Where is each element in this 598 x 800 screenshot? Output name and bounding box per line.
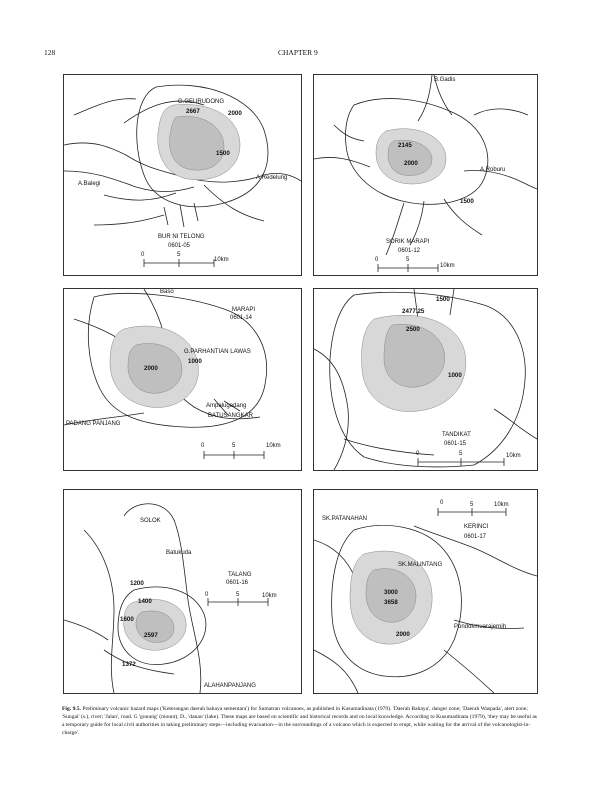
elevation-label: 3000: [384, 589, 398, 596]
scale-zero: 0: [141, 252, 145, 258]
elevation-label: 2145: [398, 142, 412, 149]
scale-zero: 0: [201, 443, 205, 449]
hazard-map-drawing: [64, 490, 301, 693]
scale-end: 10km: [494, 502, 509, 508]
elevation-label: 3658: [384, 599, 398, 606]
volcano-code: 0601-17: [464, 534, 487, 540]
town-label: Baso: [160, 289, 174, 295]
map-panel-bur-ni-telong: [63, 74, 302, 276]
caption-text: Preliminary volcanic hazard maps ('Keterangan daerah bahaya sementara') for Sumatran volcanoes, as published in Kusumadinata (1979). 'Daerah Bahaya', danger zone; 'Daerah Waspada', alert zone; 'Sungai' (s.), river; 'Jalan', road. G 'gunung' (mount), D., 'danau' (lake). These maps are based on scientific and historical records and on local knowledge. According to Kusumadinata (1979), 'they may be useful as a temporary guide for local civil authorities in taking preliminary steps—including evacuation—in the surroundings of a volcano which is expected to erupt, while waiting for the arrival of the volcanologist-in-charge'.: [62, 706, 537, 736]
town-label: Ampalugadang: [206, 403, 247, 409]
peak-label: G.GEURUDONG: [178, 99, 225, 105]
volcano-name: MARAPI: [232, 307, 256, 313]
elevation-label: 1200: [130, 580, 144, 587]
volcano-code: 0601-12: [398, 248, 421, 254]
elevation-label: 1000: [448, 372, 462, 379]
figure-number: Fig. 9.5.: [62, 706, 81, 712]
elevation-label: 1500: [436, 296, 450, 303]
volcano-name: SORIK MARAPI: [386, 239, 430, 245]
elevation-label: 2000: [228, 110, 242, 117]
town-label: SK.MALINTANG: [398, 562, 443, 568]
hazard-map-drawing: [314, 75, 537, 275]
map-panel-talang: [63, 489, 302, 694]
map-panel-sorik-marapi: [313, 74, 538, 276]
town-label: BATUSANGKAR: [208, 413, 253, 419]
volcano-code: 0601-15: [444, 441, 467, 447]
running-head: CHAPTER 9: [278, 48, 318, 57]
scale-mid: 5: [459, 451, 463, 457]
map-panel-marapi: [63, 288, 302, 471]
scale-zero: 0: [440, 500, 444, 506]
volcano-name: TALANG: [228, 572, 252, 578]
scale-mid: 5: [406, 257, 410, 263]
elevation-label: 1400: [138, 598, 152, 605]
volcano-name: TANDIKAT: [442, 432, 471, 438]
elevation-label: 1500: [216, 150, 230, 157]
town-label: Pondokmuarajernih: [454, 624, 507, 630]
river-label: A.Redelung: [256, 175, 288, 181]
scale-end: 10km: [262, 593, 277, 599]
elevation-label: 2597: [144, 632, 158, 639]
volcano-code: 0601-14: [230, 315, 253, 321]
scale-zero: 0: [205, 592, 209, 598]
volcano-name: BUR NI TELONG: [158, 234, 205, 240]
scale-zero: 0: [416, 451, 420, 457]
scale-mid: 5: [470, 502, 474, 508]
scale-end: 10km: [440, 263, 455, 269]
elevation-label: 1372: [122, 661, 136, 668]
scale-mid: 5: [236, 592, 240, 598]
scale-zero: 0: [375, 257, 379, 263]
volcano-code: 0601-16: [226, 580, 249, 586]
map-panel-tandikat: [313, 288, 538, 471]
scale-end: 10km: [506, 453, 521, 459]
scale-end: 10km: [266, 443, 281, 449]
map-panel-kerinci: [313, 489, 538, 694]
volcano-code: 0601-05: [168, 243, 191, 249]
figure-caption: [62, 705, 540, 737]
elevation-label: 2000: [144, 365, 158, 372]
elevation-label: 1500: [460, 198, 474, 205]
river-label: A.Balegi: [78, 181, 101, 187]
peak-label: G.PARHANTIAN LAWAS: [184, 349, 251, 355]
town-label: SOLOK: [140, 518, 161, 524]
elevation-label: 1600: [120, 616, 134, 623]
town-label: Batukuda: [166, 550, 192, 556]
elevation-label: 2000: [404, 160, 418, 167]
elevation-label: 2000: [396, 631, 410, 638]
volcano-name: KERINCI: [464, 524, 489, 530]
river-label: B.Gadis: [434, 77, 456, 83]
hazard-map-drawing: [314, 289, 537, 470]
town-label: PADANG PANJANG: [66, 421, 121, 427]
town-label: SK.PATANAHAN: [322, 516, 368, 522]
scale-mid: 5: [177, 252, 181, 258]
elevation-label: 2500: [406, 326, 420, 333]
scale-mid: 5: [232, 443, 236, 449]
page-number: 128: [44, 48, 56, 57]
town-label: ALAHANPANJANG: [204, 683, 256, 689]
scale-end: 10km: [214, 257, 229, 263]
elevation-label: 1000: [188, 358, 202, 365]
elevation-label: 2667: [186, 108, 200, 115]
elevation-label: 2477.25: [402, 308, 425, 315]
river-label: A.Roburu: [480, 167, 506, 173]
